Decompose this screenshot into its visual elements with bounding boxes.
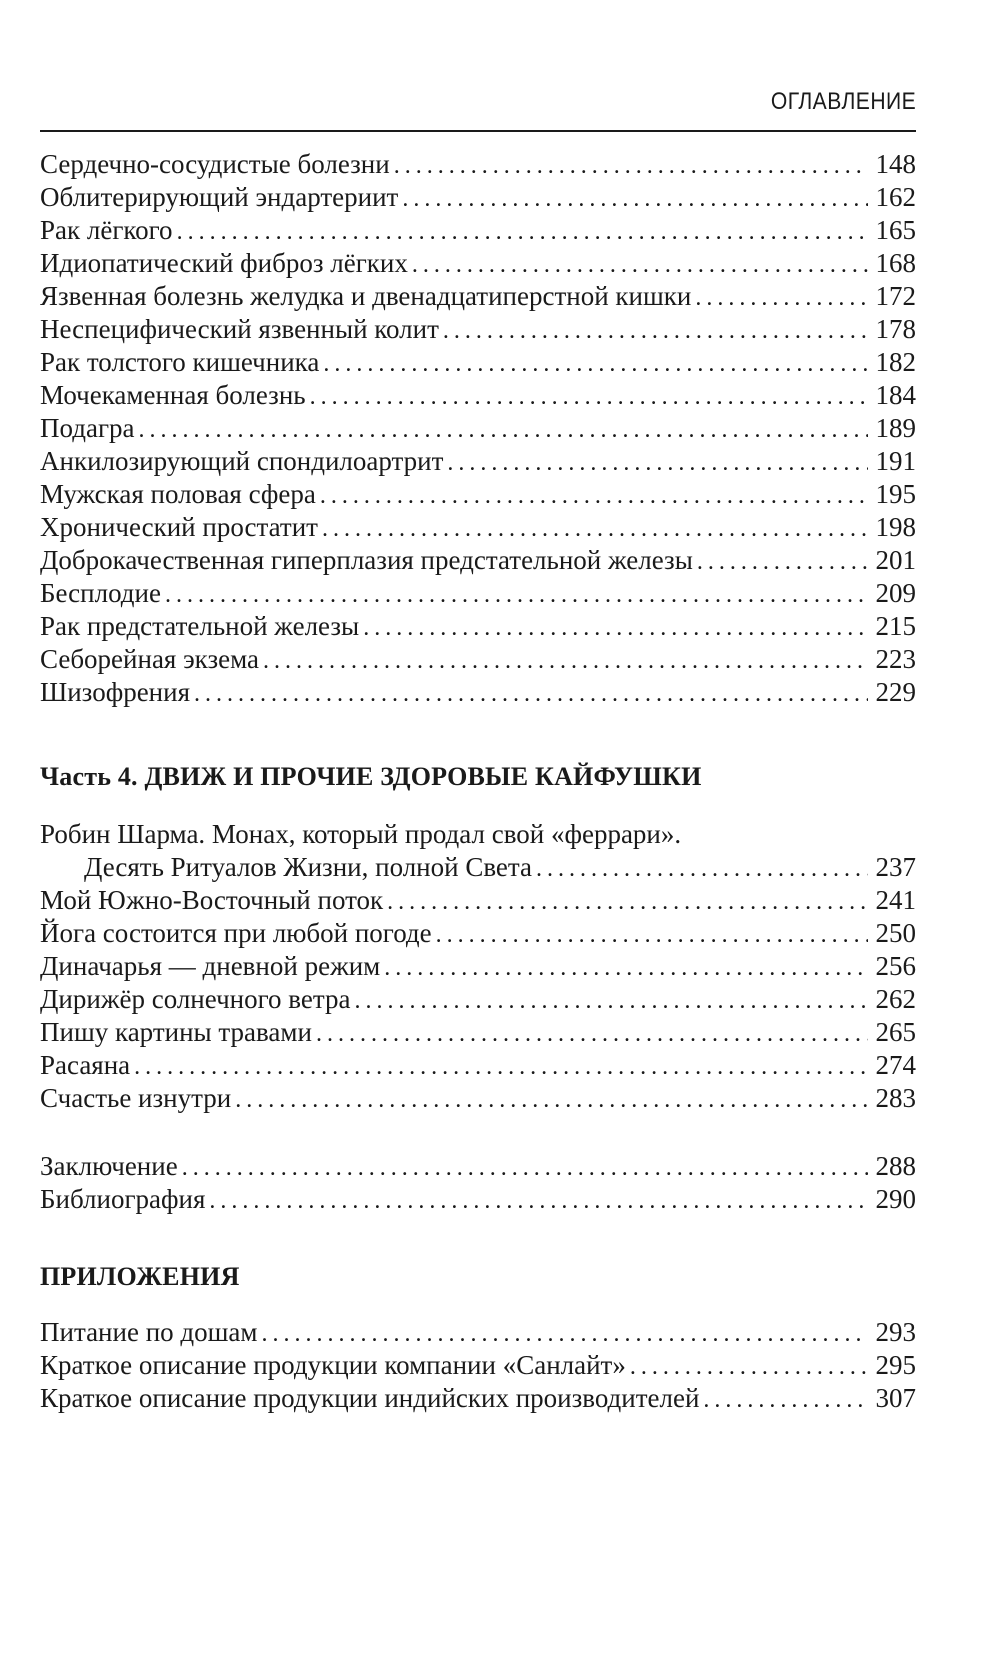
toc-entry[interactable]: Пишу картины травами ..... 265 bbox=[40, 1016, 916, 1049]
dot-leader bbox=[447, 447, 868, 480]
toc-entry[interactable]: Подагра ..... 189 bbox=[40, 412, 916, 445]
toc-entry[interactable]: Мочекаменная болезнь ..... 184 bbox=[40, 379, 916, 412]
dot-leader bbox=[536, 853, 868, 886]
toc-entry[interactable]: Хронический простатит ..... 198 bbox=[40, 511, 916, 544]
toc-entry[interactable]: Рак толстого кишечника ..... 182 bbox=[40, 346, 916, 379]
toc-entry[interactable]: Счастье изнутри ..... 283 bbox=[40, 1082, 916, 1115]
dot-leader bbox=[394, 150, 868, 183]
dot-leader bbox=[320, 480, 868, 513]
toc-entry[interactable]: Питание по дошам ..... 293 bbox=[40, 1316, 916, 1349]
dot-leader bbox=[630, 1351, 868, 1384]
toc-entry[interactable]: Идиопатический фиброз лёгких ..... 168 bbox=[40, 247, 916, 280]
dot-leader bbox=[363, 612, 868, 645]
dot-leader bbox=[322, 513, 868, 546]
dot-leader bbox=[443, 315, 868, 348]
dot-leader bbox=[436, 919, 868, 952]
dot-leader bbox=[310, 381, 868, 414]
part3-list bbox=[40, 148, 916, 709]
dot-leader bbox=[323, 348, 868, 381]
running-head: ОГЛАВЛЕНИЕ bbox=[770, 88, 916, 115]
dot-leader bbox=[354, 985, 868, 1018]
header-rule bbox=[40, 130, 916, 132]
toc-entry[interactable]: Йога состоится при любой погоде ..... 250 bbox=[40, 917, 916, 950]
dot-leader bbox=[262, 1318, 869, 1351]
dot-leader bbox=[139, 414, 869, 447]
dot-leader bbox=[703, 1384, 868, 1417]
dot-leader bbox=[134, 1051, 868, 1084]
dot-leader bbox=[695, 282, 868, 315]
toc-entry[interactable]: Заключение ..... 288 bbox=[40, 1150, 916, 1183]
appendix-heading: ПРИЛОЖЕНИЯ bbox=[40, 1262, 240, 1291]
dot-leader bbox=[384, 952, 868, 985]
toc-entry[interactable]: Десять Ритуалов Жизни, полной Света ..... 237 bbox=[40, 851, 916, 884]
toc-entry[interactable]: Расаяна ..... 274 bbox=[40, 1049, 916, 1082]
toc-entry[interactable]: Язвенная болезнь желудка и двенадцатиперстной кишки ..... 172 bbox=[40, 280, 916, 313]
dot-leader bbox=[412, 249, 868, 282]
toc-entry[interactable]: Бесплодие ..... 209 bbox=[40, 577, 916, 610]
toc-entry[interactable]: Краткое описание продукции индийских производителей ..... 307 bbox=[40, 1382, 916, 1415]
dot-leader bbox=[263, 645, 868, 678]
toc-entry[interactable]: Рак предстательной железы ..... 215 bbox=[40, 610, 916, 643]
toc-entry-line1[interactable]: Робин Шарма. Монах, который продал свой «феррари». bbox=[40, 819, 682, 849]
part4-heading: Часть 4. ДВИЖ И ПРОЧИЕ ЗДОРОВЫЕ КАЙФУШКИ bbox=[40, 762, 702, 791]
dot-leader bbox=[235, 1084, 868, 1117]
toc-entry[interactable]: Шизофрения ..... 229 bbox=[40, 676, 916, 709]
dot-leader bbox=[209, 1185, 868, 1218]
toc-entry[interactable]: Мужская половая сфера ..... 195 bbox=[40, 478, 916, 511]
toc-entry[interactable]: Анкилозирующий спондилоартрит ..... 191 bbox=[40, 445, 916, 478]
toc-entry[interactable]: Рак лёгкого ..... 165 bbox=[40, 214, 916, 247]
appendix-list bbox=[40, 1316, 916, 1415]
dot-leader bbox=[697, 546, 868, 579]
part4-list bbox=[40, 818, 916, 1115]
toc-entry[interactable]: Диначарья — дневной режим ..... 256 bbox=[40, 950, 916, 983]
toc-entry[interactable]: Доброкачественная гиперплазия предстательной железы ..... 201 bbox=[40, 544, 916, 577]
toc-entry[interactable]: Себорейная экзема ..... 223 bbox=[40, 643, 916, 676]
toc-entry[interactable]: Библиография ..... 290 bbox=[40, 1183, 916, 1216]
toc-entry[interactable]: Мой Южно-Восточный поток ..... 241 bbox=[40, 884, 916, 917]
dot-leader bbox=[387, 886, 868, 919]
dot-leader bbox=[402, 183, 868, 216]
toc-entry[interactable]: Дирижёр солнечного ветра ..... 262 bbox=[40, 983, 916, 1016]
closing-list bbox=[40, 1150, 916, 1216]
toc-entry[interactable]: Облитерирующий эндартериит ..... 162 bbox=[40, 181, 916, 214]
toc-entry[interactable]: Сердечно-сосудистые болезни ..... 148 bbox=[40, 148, 916, 181]
dot-leader bbox=[316, 1018, 868, 1051]
dot-leader bbox=[177, 216, 868, 249]
dot-leader bbox=[182, 1152, 868, 1185]
toc-entry[interactable]: Неспецифический язвенный колит ..... 178 bbox=[40, 313, 916, 346]
toc-entry[interactable]: Краткое описание продукции компании «Санлайт» ..... 295 bbox=[40, 1349, 916, 1382]
dot-leader bbox=[194, 678, 868, 711]
dot-leader bbox=[165, 579, 868, 612]
